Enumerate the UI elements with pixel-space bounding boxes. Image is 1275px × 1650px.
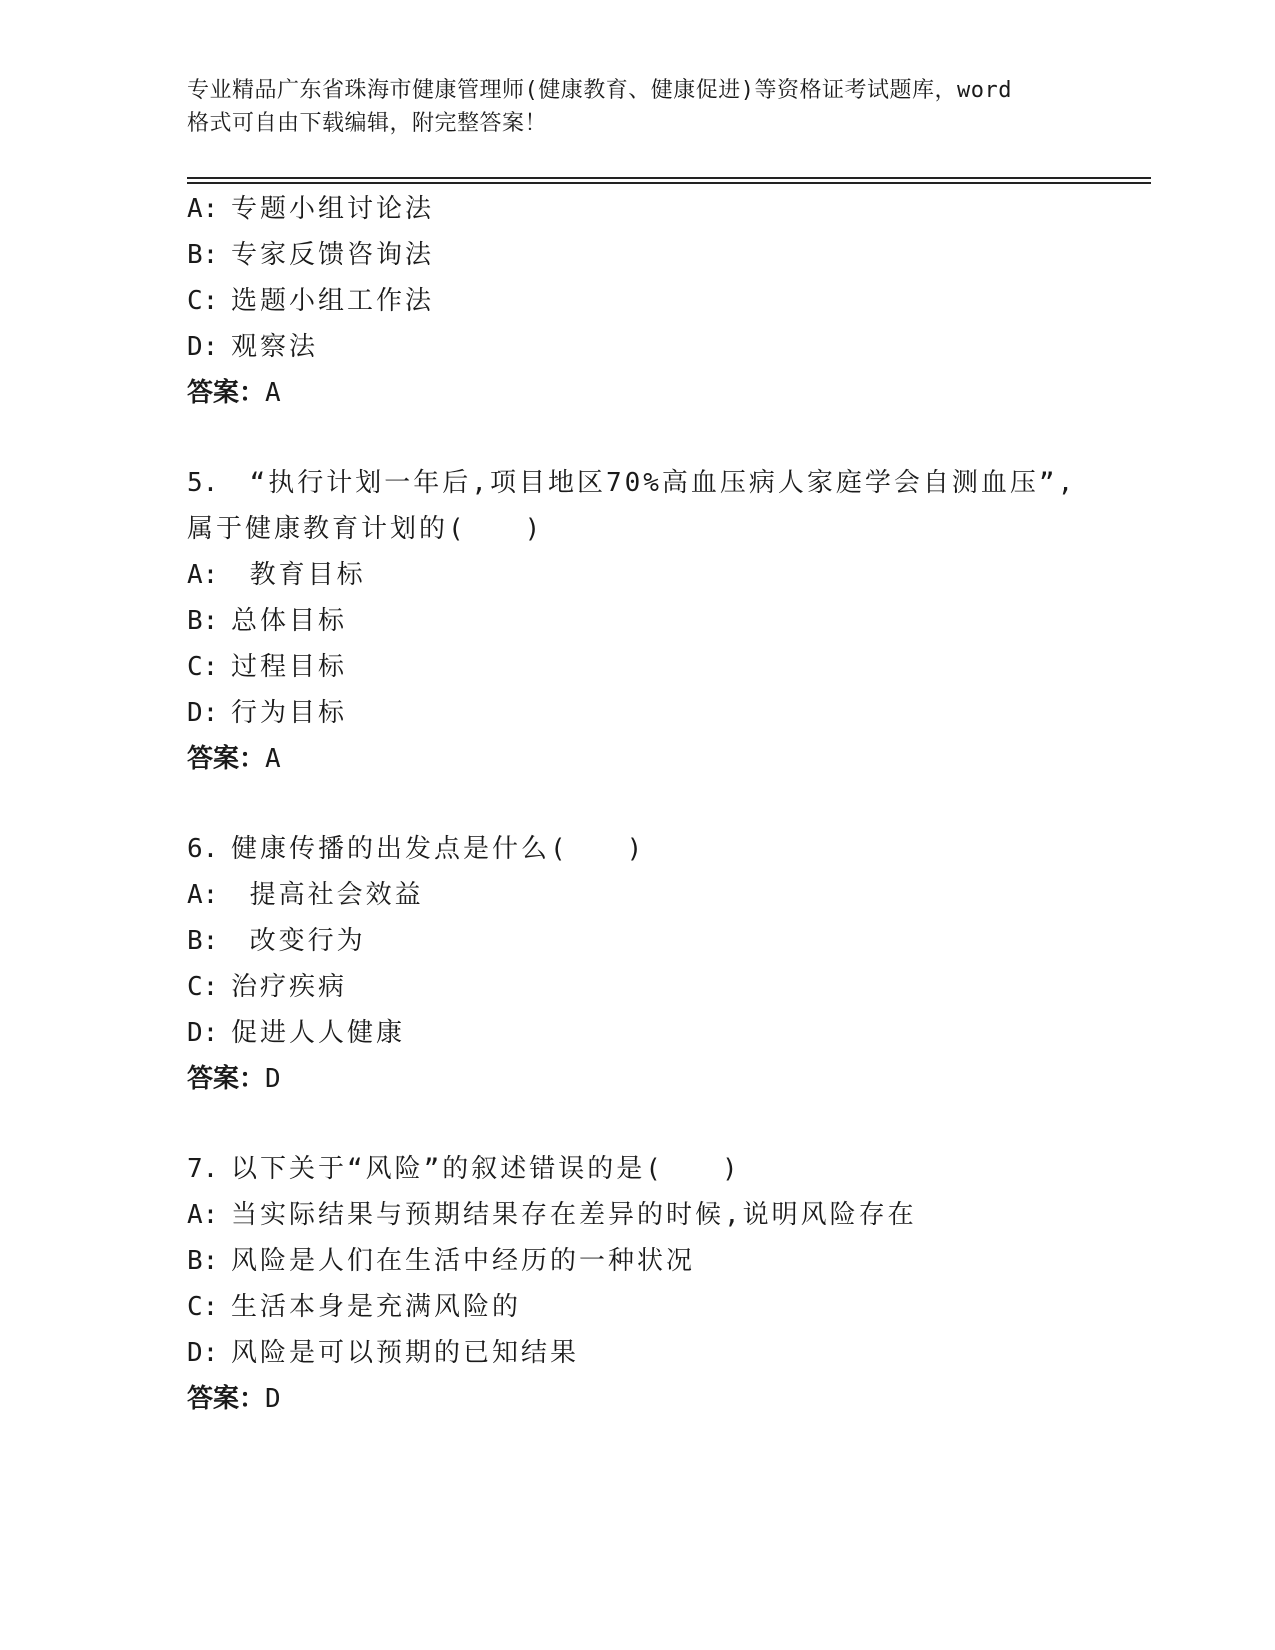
- header-rule-bottom: [187, 182, 1151, 184]
- question-text: [187, 826, 1137, 872]
- option-label: A:: [187, 194, 219, 224]
- option-label: C:: [187, 972, 219, 1002]
- option-text: 治疗疾病: [231, 972, 348, 1002]
- option-text: 生活本身是充满风险的: [231, 1292, 522, 1322]
- option-b: [187, 232, 1137, 278]
- option-label: A:: [187, 1200, 219, 1230]
- question-text-line-1: 健康传播的出发点是什么( ): [231, 834, 646, 864]
- header-line-1: 专业精品广东省珠海市健康管理师(健康教育、健康促进)等资格证考试题库，word: [187, 78, 1012, 103]
- answer-line: [187, 370, 1137, 416]
- option-a: [187, 1192, 1137, 1238]
- option-text: 改变行为: [231, 926, 366, 956]
- option-c: [187, 964, 1137, 1010]
- question-text-line-1: 以下关于“风险”的叙述错误的是( ): [231, 1154, 741, 1184]
- answer-label: 答案：: [187, 744, 266, 774]
- option-text: 提高社会效益: [231, 880, 424, 910]
- option-label: D:: [187, 332, 219, 362]
- option-c: [187, 278, 1137, 324]
- answer-value: A: [265, 378, 282, 408]
- answer-label: 答案：: [187, 1064, 266, 1094]
- option-label: B:: [187, 606, 219, 636]
- option-text: 选题小组工作法: [231, 286, 435, 316]
- option-label: A:: [187, 880, 219, 910]
- document-header: [187, 74, 1087, 140]
- option-label: D:: [187, 1338, 219, 1368]
- answer-line: [187, 1376, 1137, 1422]
- option-c: [187, 644, 1137, 690]
- option-label: B:: [187, 1246, 219, 1276]
- option-text: 风险是人们在生活中经历的一种状况: [231, 1246, 696, 1276]
- option-label: C:: [187, 652, 219, 682]
- option-text: 促进人人健康: [231, 1018, 406, 1048]
- option-label: A:: [187, 560, 219, 590]
- option-c: [187, 1284, 1137, 1330]
- question-text-line-2: 属于健康教育计划的( ): [187, 514, 544, 544]
- option-text: 当实际结果与预期结果存在差异的时候,说明风险存在: [231, 1200, 917, 1230]
- answer-value: D: [265, 1064, 282, 1094]
- option-a: [187, 872, 1137, 918]
- question-number: 6.: [187, 834, 219, 864]
- option-b: [187, 598, 1137, 644]
- option-text: 风险是可以预期的已知结果: [231, 1338, 580, 1368]
- answer-label: 答案：: [187, 1384, 266, 1414]
- question-block-7: [187, 1146, 1137, 1422]
- option-label: B:: [187, 926, 219, 956]
- option-label: D:: [187, 1018, 219, 1048]
- header-line-2: 格式可自由下载编辑，附完整答案！: [187, 111, 548, 136]
- header-rule-top: [187, 177, 1151, 179]
- question-text: [187, 1146, 1137, 1192]
- answer-label: 答案：: [187, 378, 266, 408]
- option-text: 过程目标: [231, 652, 348, 682]
- option-text: 教育目标: [231, 560, 366, 590]
- option-d: [187, 690, 1137, 736]
- option-label: C:: [187, 1292, 219, 1322]
- question-block-4: [187, 186, 1137, 416]
- question-block-5: [187, 460, 1137, 782]
- option-label: D:: [187, 698, 219, 728]
- answer-line: [187, 1056, 1137, 1102]
- option-a: [187, 552, 1137, 598]
- option-text: 总体目标: [231, 606, 348, 636]
- option-text: 观察法: [231, 332, 319, 362]
- question-block-6: [187, 826, 1137, 1102]
- option-b: [187, 918, 1137, 964]
- option-a: [187, 186, 1137, 232]
- option-d: [187, 1330, 1137, 1376]
- question-number: 7.: [187, 1154, 219, 1184]
- option-text: 行为目标: [231, 698, 348, 728]
- answer-value: A: [265, 744, 282, 774]
- answer-line: [187, 736, 1137, 782]
- answer-value: D: [265, 1384, 282, 1414]
- option-label: B:: [187, 240, 219, 270]
- question-list: [187, 186, 1137, 1422]
- option-b: [187, 1238, 1137, 1284]
- question-text: [187, 460, 1137, 506]
- question-text-line-1: “执行计划一年后,项目地区70%高血压病人家庭学会自测血压”,: [231, 468, 1077, 498]
- option-d: [187, 1010, 1137, 1056]
- option-d: [187, 324, 1137, 370]
- option-label: C:: [187, 286, 219, 316]
- option-text: 专题小组讨论法: [231, 194, 435, 224]
- question-number: 5.: [187, 468, 219, 498]
- option-text: 专家反馈咨询法: [231, 240, 435, 270]
